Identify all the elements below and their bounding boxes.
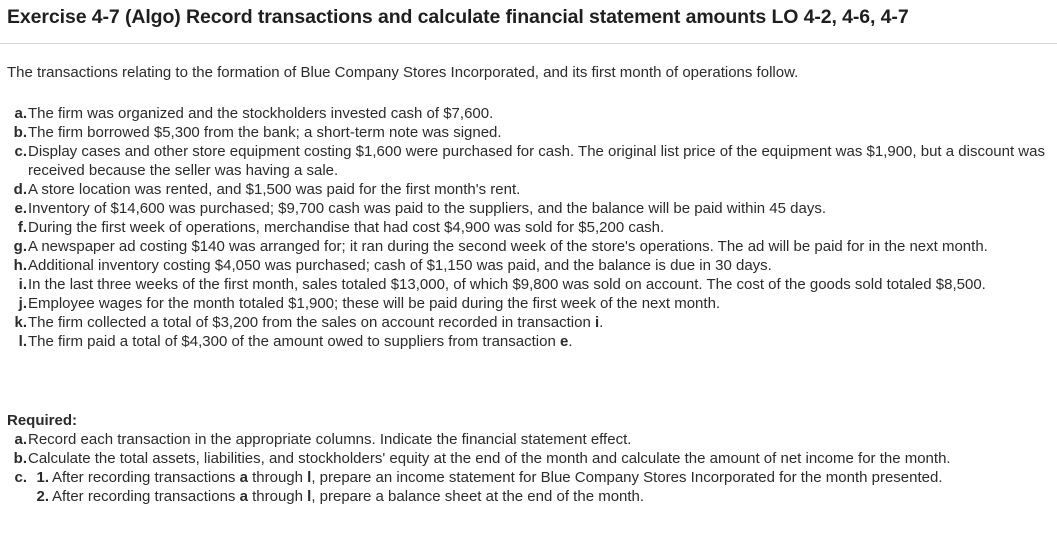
transaction-letter: d. xyxy=(13,181,27,198)
page-title: Exercise 4-7 (Algo) Record transactions and calculate financial statement amounts LO 4-2, 4-6, 4-7 xyxy=(7,6,909,28)
subitem-text-part: , prepare an income statement for Blue Company Stores Incorporated for the month presented. xyxy=(311,469,943,486)
transaction-text-before: The firm paid a total of $4,300 of the amount owed to suppliers from transaction xyxy=(28,333,560,350)
transaction-letter: b. xyxy=(13,124,27,141)
transaction-reference: i xyxy=(594,314,600,331)
transaction-letter: g. xyxy=(13,238,27,255)
transaction-letter: a. xyxy=(14,105,27,122)
transaction-item-c xyxy=(7,142,1052,180)
transaction-list xyxy=(7,104,1052,351)
transaction-reference: e xyxy=(559,333,569,350)
transaction-text: The firm was organized and the stockholders invested cash of $7,600. xyxy=(28,105,494,122)
required-text: Calculate the total assets, liabilities, and stockholders' equity at the end of the month and calculate the amount of net income for the month. xyxy=(28,450,951,467)
transaction-item-i xyxy=(7,275,1052,294)
transaction-item-f xyxy=(7,218,1052,237)
transaction-item-k xyxy=(7,313,1052,332)
transaction-text xyxy=(27,332,1052,351)
transaction-text-before: The firm collected a total of $3,200 from the sales on account recorded in transaction xyxy=(28,314,595,331)
transaction-text xyxy=(27,313,1052,332)
transaction-text: The firm borrowed $5,300 from the bank; a short-term note was signed. xyxy=(28,124,502,141)
transaction-item-d xyxy=(7,180,1052,199)
required-subitem-1 xyxy=(27,468,1052,487)
required-letter: a. xyxy=(14,431,27,448)
required-subitem-2 xyxy=(27,487,1052,506)
transaction-reference: a xyxy=(239,488,248,505)
required-subitem-number: 2. xyxy=(36,488,49,505)
transaction-text: During the first week of operations, merchandise that had cost $4,900 was sold for $5,200 cash. xyxy=(28,219,665,236)
required-subitem-text xyxy=(49,468,1052,487)
transaction-letter: e. xyxy=(14,200,27,217)
required-text: Record each transaction in the appropriate columns. Indicate the financial statement effect. xyxy=(28,431,632,448)
transaction-letter: h. xyxy=(13,257,27,274)
transaction-item-h xyxy=(7,256,1052,275)
transaction-item-j xyxy=(7,294,1052,313)
transaction-reference: a xyxy=(239,469,248,486)
transaction-text-after: . xyxy=(568,333,573,350)
intro-text: The transactions relating to the formation of Blue Company Stores Incorporated, and its first month of operations follow. xyxy=(7,64,799,81)
transaction-item-e xyxy=(7,199,1052,218)
transaction-item-a xyxy=(7,104,1052,123)
subitem-text-part: After recording transactions xyxy=(52,469,240,486)
transaction-text: Additional inventory costing $4,050 was purchased; cash of $1,150 was paid, and the balance is due in 30 days. xyxy=(28,257,772,274)
transaction-text: Display cases and other store equipment costing $1,600 were purchased for cash. The original list price of the equipment was $1,900, but a discount was received because the seller was having a sale. xyxy=(28,143,1045,179)
transaction-item-l xyxy=(7,332,1052,351)
transaction-text: Inventory of $14,600 was purchased; $9,700 cash was paid to the suppliers, and the balance will be paid within 45 days. xyxy=(28,200,827,217)
transaction-reference: l xyxy=(307,469,312,486)
required-section xyxy=(7,411,1052,506)
transaction-letter: l. xyxy=(18,333,27,350)
transaction-letter: c. xyxy=(14,143,27,160)
required-letter: b. xyxy=(13,450,27,467)
transaction-letter: j. xyxy=(18,295,27,312)
transaction-letter: f. xyxy=(17,219,27,236)
transaction-reference: l xyxy=(307,488,312,505)
transaction-text: Employee wages for the month totaled $1,900; these will be paid during the first week of the next month. xyxy=(28,295,721,312)
subitem-text-part: through xyxy=(247,488,308,505)
required-subitem-number: 1. xyxy=(36,469,49,486)
subitem-text-part: After recording transactions xyxy=(52,488,240,505)
transaction-text: In the last three weeks of the first month, sales totaled $13,000, of which $9,800 was sold on account. The cost of the goods sold totaled $8,500. xyxy=(28,276,986,293)
required-letter: c. xyxy=(14,469,27,486)
transaction-letter: i. xyxy=(18,276,27,293)
transaction-item-b xyxy=(7,123,1052,142)
transaction-text: A store location was rented, and $1,500 was paid for the first month's rent. xyxy=(28,181,521,198)
transaction-letter: k. xyxy=(14,314,27,331)
required-heading: Required: xyxy=(7,412,78,429)
required-item-c xyxy=(7,468,1052,506)
transaction-text-after: . xyxy=(599,314,604,331)
subitem-text-part: through xyxy=(247,469,308,486)
required-item-a xyxy=(7,430,1052,449)
transaction-text: A newspaper ad costing $140 was arranged for; it ran during the second week of the store's operations. The ad will be paid for in the next month. xyxy=(28,238,988,255)
required-subitem-text xyxy=(49,487,1052,506)
title-divider xyxy=(0,43,1057,44)
transaction-item-g xyxy=(7,237,1052,256)
subitem-text-part: , prepare a balance sheet at the end of the month. xyxy=(311,488,645,505)
required-sublist xyxy=(27,468,1052,506)
required-item-b xyxy=(7,449,1052,468)
